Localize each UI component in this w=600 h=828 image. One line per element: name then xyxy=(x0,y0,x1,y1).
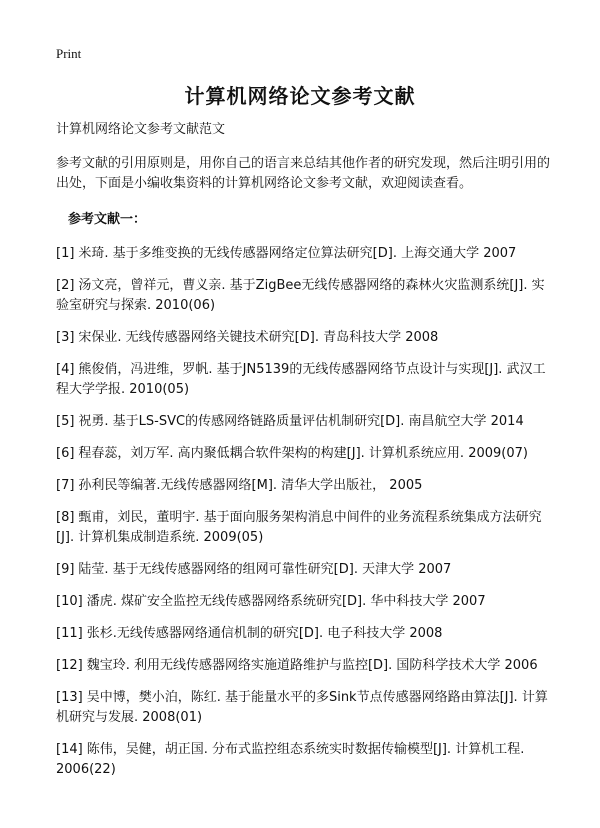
intro-paragraph: 参考文献的引用原则是，用你自己的语言来总结其他作者的研究发现，然后注明引用的出处，下面是小编收集资料的计算机网络论文参考文献，欢迎阅读查看。 xyxy=(56,156,551,191)
reference-text: 宋保业. 无线传感器网络关键技术研究[D]. 青岛科技大学 2008 xyxy=(78,330,439,345)
reference-text: 米琦. 基于多维变换的无线传感器网络定位算法研究[D]. 上海交通大学 2007 xyxy=(78,246,517,261)
reference-item xyxy=(56,412,552,432)
reference-text: 熊俊俏，冯进维，罗帆. 基于JN5139的无线传感器网络节点设计与实现[J]. 武汉工程大学学报. 2010(05) xyxy=(56,362,546,397)
reference-text: 甄甫，刘民，董明宇. 基于面向服务架构消息中间件的业务流程系统集成方法研究[J]. 计算机集成制造系统. 2009(05) xyxy=(56,510,542,545)
reference-item xyxy=(56,328,552,348)
reference-number: [12] xyxy=(56,658,83,673)
reference-number: [3] xyxy=(56,330,75,345)
reference-number: [2] xyxy=(56,278,75,293)
reference-number: [9] xyxy=(56,562,75,577)
print-link[interactable]: Print xyxy=(56,46,82,61)
reference-item xyxy=(56,560,552,580)
reference-number: [6] xyxy=(56,446,75,461)
reference-item xyxy=(56,444,552,464)
reference-text: 吴中博，樊小泊，陈红. 基于能量水平的多Sink节点传感器网络路由算法[J]. 计算机研究与发展. 2008(01) xyxy=(56,690,548,725)
section-heading: 参考文献一： xyxy=(68,212,147,227)
reference-text: 祝勇. 基于LS-SVC的传感网络链路质量评估机制研究[D]. 南昌航空大学 2014 xyxy=(78,414,524,429)
reference-text: 陆莹. 基于无线传感器网络的组网可靠性研究[D]. 天津大学 2007 xyxy=(78,562,452,577)
reference-number: [5] xyxy=(56,414,75,429)
document-body xyxy=(56,120,552,792)
reference-text: 魏宝玲. 利用无线传感器网络实施道路维护与监控[D]. 国防科学技术大学 2006 xyxy=(86,658,538,673)
reference-item xyxy=(56,508,552,548)
reference-item xyxy=(56,244,552,264)
reference-text: 孙利民等编著.无线传感器网络[M]. 清华大学出版社， 2005 xyxy=(78,478,423,493)
reference-item xyxy=(56,592,552,612)
reference-item xyxy=(56,688,552,728)
reference-item xyxy=(56,624,552,644)
reference-item xyxy=(56,476,552,496)
reference-text: 陈伟，吴健，胡正国. 分布式监控组态系统实时数据传输模型[J]. 计算机工程. 2006(22) xyxy=(56,742,525,777)
reference-item xyxy=(56,656,552,676)
reference-text: 张杉.无线传感器网络通信机制的研究[D]. 电子科技大学 2008 xyxy=(86,626,443,641)
reference-number: [7] xyxy=(56,478,75,493)
reference-number: [1] xyxy=(56,246,75,261)
reference-item xyxy=(56,276,552,316)
reference-number: [10] xyxy=(56,594,83,609)
document-subtitle: 计算机网络论文参考文献范文 xyxy=(56,122,226,137)
reference-number: [11] xyxy=(56,626,83,641)
reference-number: [4] xyxy=(56,362,75,377)
reference-item xyxy=(56,740,552,780)
reference-number: [14] xyxy=(56,742,83,757)
page-title: 计算机网络论文参考文献 xyxy=(184,84,416,108)
reference-text: 汤文亮，曾祥元，曹义亲. 基于ZigBee无线传感器网络的森林火灾监测系统[J]. 实验室研究与探索. 2010(06) xyxy=(56,278,545,313)
reference-number: [13] xyxy=(56,690,83,705)
reference-text: 程春蕊，刘万军. 高内聚低耦合软件架构的构建[J]. 计算机系统应用. 2009(07) xyxy=(78,446,528,461)
reference-text: 潘虎. 煤矿安全监控无线传感器网络系统研究[D]. 华中科技大学 2007 xyxy=(86,594,486,609)
reference-list xyxy=(56,244,552,780)
reference-item xyxy=(56,360,552,400)
reference-number: [8] xyxy=(56,510,75,525)
